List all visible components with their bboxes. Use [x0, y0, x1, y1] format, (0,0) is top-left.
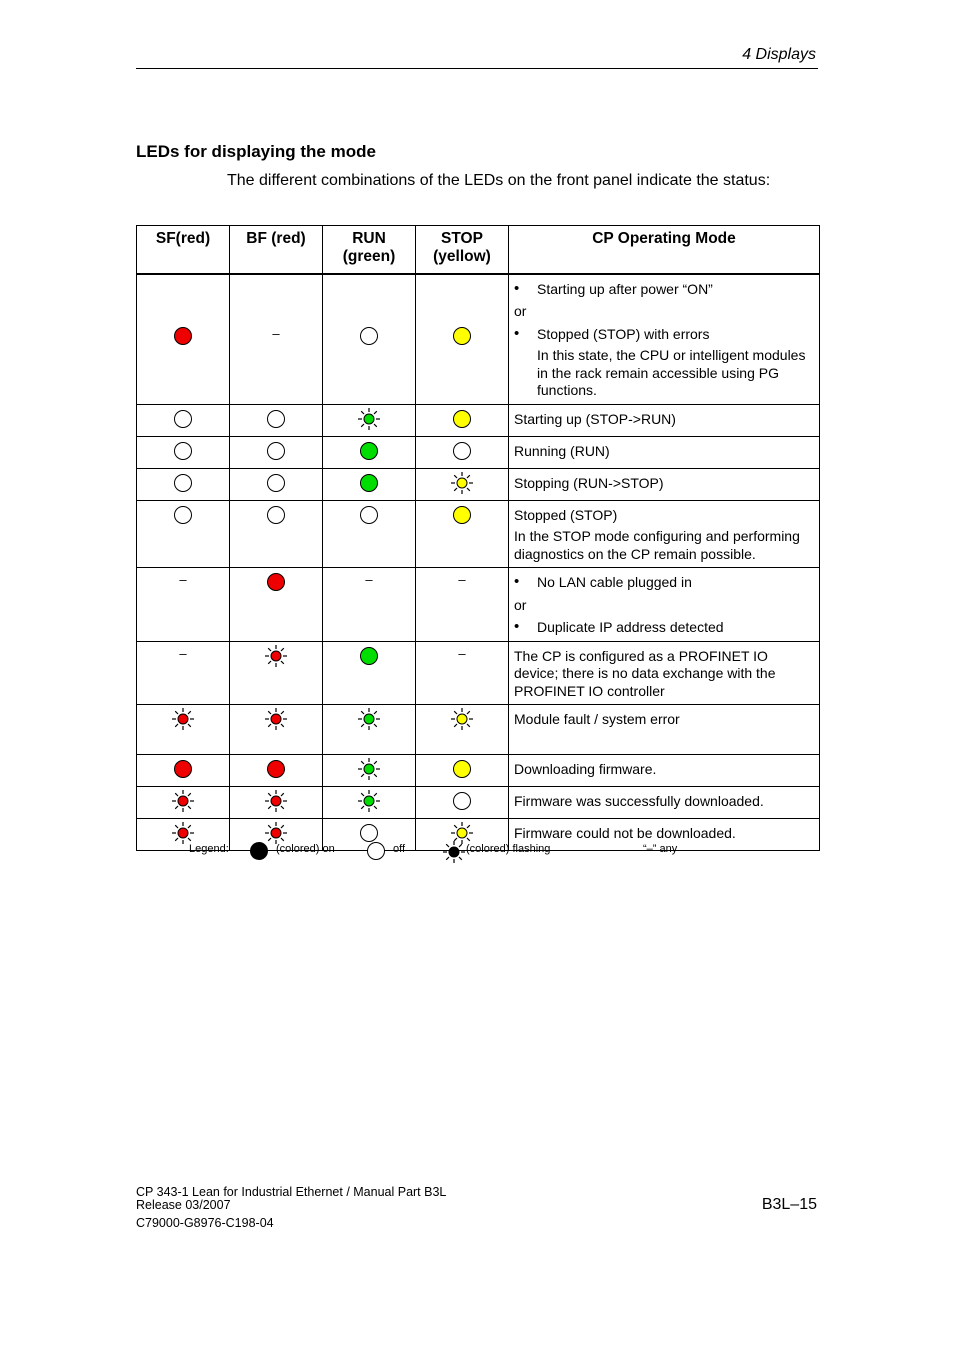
mode-text: Running (RUN): [514, 442, 610, 459]
led-cell-sf: [137, 436, 230, 468]
led-flashing-red-icon: [264, 644, 288, 668]
led-off-icon: [267, 410, 285, 428]
any-state-dash: –: [272, 325, 280, 341]
mode-or: or: [514, 303, 527, 319]
led-flashing-green-icon: [357, 407, 381, 431]
mode-note: In the STOP mode configuring and performing diagnostics on the CP remain possible.: [514, 528, 800, 562]
led-flashing-yellow-icon: [450, 707, 474, 731]
mode-text: Firmware was successfully downloaded.: [514, 793, 764, 809]
led-cell-run: [323, 641, 416, 705]
led-cell-sf: [137, 468, 230, 500]
mode-bullet-item: • Stopped (STOP) with errors: [514, 326, 813, 344]
legend: [0, 840, 954, 864]
mode-cell: [509, 468, 820, 500]
led-cell-stop: [416, 436, 509, 468]
led-off-icon: [267, 474, 285, 492]
table-row: [137, 468, 820, 500]
led-cell-stop: [416, 404, 509, 436]
mode-text: Downloading firmware.: [514, 761, 657, 777]
led-on-red-icon: [174, 327, 192, 345]
led-cell-bf: [230, 568, 323, 642]
led-on-yellow-icon: [453, 760, 471, 778]
led-cell-stop: [416, 755, 509, 787]
mode-cell: [509, 404, 820, 436]
any-state-dash: –: [458, 645, 466, 661]
led-cell-sf: [137, 755, 230, 787]
led-cell-sf: [137, 568, 230, 642]
led-on-yellow-icon: [453, 506, 471, 524]
led-cell-run: [323, 705, 416, 755]
led-on-red-icon: [174, 760, 192, 778]
col-header-stop-text: STOP (yellow): [433, 230, 491, 265]
footer-line-1: CP 343-1 Lean for Industrial Ethernet / Manual Part B3L: [136, 1185, 447, 1199]
table-row: [137, 568, 820, 642]
led-on-yellow-icon: [453, 410, 471, 428]
led-cell-sf: [137, 404, 230, 436]
led-on-red-icon: [267, 760, 285, 778]
mode-text: Starting up (STOP->RUN): [514, 410, 676, 427]
led-cell-sf: [137, 641, 230, 705]
led-flashing-red-icon: [264, 707, 288, 731]
led-cell-bf: [230, 705, 323, 755]
mode-cell: [509, 568, 820, 642]
table-row: [137, 404, 820, 436]
led-cell-sf: [137, 274, 230, 405]
legend-off: off: [393, 843, 406, 855]
led-flashing-green-icon: [357, 707, 381, 731]
col-header-mode: CP Operating Mode: [509, 226, 820, 274]
led-off-icon: [453, 792, 471, 810]
mode-cell: [509, 500, 820, 568]
legend-flashing: (colored) flashing: [466, 843, 551, 855]
table-row: [137, 436, 820, 468]
table-header-row: [137, 226, 820, 274]
mode-text: Stopping (RUN->STOP): [514, 474, 664, 491]
led-on-red-icon: [267, 573, 285, 591]
col-header-run: [323, 226, 416, 274]
led-off-icon: [174, 442, 192, 460]
led-on-green-icon: [360, 442, 378, 460]
legend-any: “–” any: [643, 843, 678, 855]
table-row: [137, 705, 820, 755]
led-cell-bf: [230, 500, 323, 568]
led-cell-stop: [416, 274, 509, 405]
led-cell-bf: [230, 274, 323, 405]
chapter-title: 4 Displays: [742, 46, 816, 63]
legend-on-icon: [250, 842, 268, 860]
footer: [136, 1186, 446, 1230]
led-flashing-red-icon: [171, 707, 195, 731]
any-state-dash: –: [179, 645, 187, 661]
led-flashing-red-icon: [171, 789, 195, 813]
legend-flashing-icon: [442, 840, 466, 867]
led-on-green-icon: [360, 474, 378, 492]
led-cell-bf: [230, 755, 323, 787]
led-flashing-red-icon: [264, 789, 288, 813]
led-off-icon: [174, 474, 192, 492]
led-cell-run: [323, 468, 416, 500]
mode-bullet-item: • Duplicate IP address detected: [514, 619, 813, 637]
col-header-bf: BF (red): [230, 226, 323, 274]
mode-cell: [509, 787, 820, 819]
led-cell-stop: [416, 468, 509, 500]
legend-on: (colored) on: [276, 843, 335, 855]
led-cell-stop: [416, 500, 509, 568]
mode-cell: [509, 705, 820, 755]
led-cell-bf: [230, 436, 323, 468]
footer-line-3: C79000-G8976-C198-04: [136, 1216, 274, 1230]
led-on-green-icon: [360, 647, 378, 665]
led-flashing-green-icon: [357, 789, 381, 813]
col-header-run-text: RUN (green): [342, 230, 396, 265]
led-off-icon: [360, 506, 378, 524]
led-off-icon: [174, 506, 192, 524]
led-cell-stop: [416, 568, 509, 642]
led-cell-bf: [230, 641, 323, 705]
led-cell-run: [323, 568, 416, 642]
led-cell-bf: [230, 404, 323, 436]
table-row: [137, 274, 820, 405]
col-header-stop: [416, 226, 509, 274]
mode-text: The CP is configured as a PROFINET IO device; there is no data exchange with the PROFINET IO controller: [514, 647, 776, 699]
led-cell-run: [323, 404, 416, 436]
table-row: [137, 787, 820, 819]
any-state-dash: –: [458, 572, 466, 587]
mode-cell: [509, 274, 820, 405]
led-status-table: [136, 225, 820, 851]
led-flashing-yellow-icon: [450, 471, 474, 495]
mode-note: In this state, the CPU or intelligent modules in the rack remain accessible using PG functions.: [537, 347, 806, 398]
legend-off-icon: [367, 842, 385, 860]
mode-or: or: [514, 596, 527, 613]
led-cell-sf: [137, 787, 230, 819]
page-number: B3L–15: [761, 1196, 817, 1213]
led-flashing-green-icon: [357, 757, 381, 781]
mode-text: Module fault / system error: [514, 711, 680, 727]
section-intro: The different combinations of the LEDs on the front panel indicate the status:: [227, 172, 771, 189]
led-cell-run: [323, 436, 416, 468]
mode-text: Stopped (STOP): [514, 506, 618, 523]
table-row: [137, 755, 820, 787]
led-cell-run: [323, 274, 416, 405]
led-cell-sf: [137, 500, 230, 568]
section-title: LEDs for displaying the mode: [136, 142, 376, 161]
led-off-icon: [174, 410, 192, 428]
led-cell-bf: [230, 468, 323, 500]
led-cell-sf: [137, 705, 230, 755]
footer-line-2: Release 03/2007: [136, 1197, 231, 1212]
led-cell-run: [323, 500, 416, 568]
led-cell-run: [323, 787, 416, 819]
led-off-icon: [453, 442, 471, 460]
led-on-yellow-icon: [453, 327, 471, 345]
led-cell-run: [323, 755, 416, 787]
table-row: [137, 500, 820, 568]
led-off-icon: [360, 327, 378, 345]
page-header: [136, 44, 818, 69]
mode-cell: [509, 755, 820, 787]
any-state-dash: –: [365, 572, 373, 587]
led-cell-bf: [230, 787, 323, 819]
led-off-icon: [267, 506, 285, 524]
mode-bullet-item: • Starting up after power “ON”: [514, 281, 813, 299]
mode-bullet-item: • No LAN cable plugged in: [514, 574, 813, 592]
mode-cell: [509, 641, 820, 705]
table-row: [137, 641, 820, 705]
any-state-dash: –: [179, 572, 187, 587]
led-cell-stop: [416, 787, 509, 819]
mode-cell: [509, 436, 820, 468]
col-header-sf: SF(red): [137, 226, 230, 274]
led-cell-stop: [416, 641, 509, 705]
led-cell-stop: [416, 705, 509, 755]
legend-label: Legend:: [189, 843, 229, 855]
mode-text: Firmware could not be downloaded.: [514, 825, 736, 841]
led-off-icon: [267, 442, 285, 460]
